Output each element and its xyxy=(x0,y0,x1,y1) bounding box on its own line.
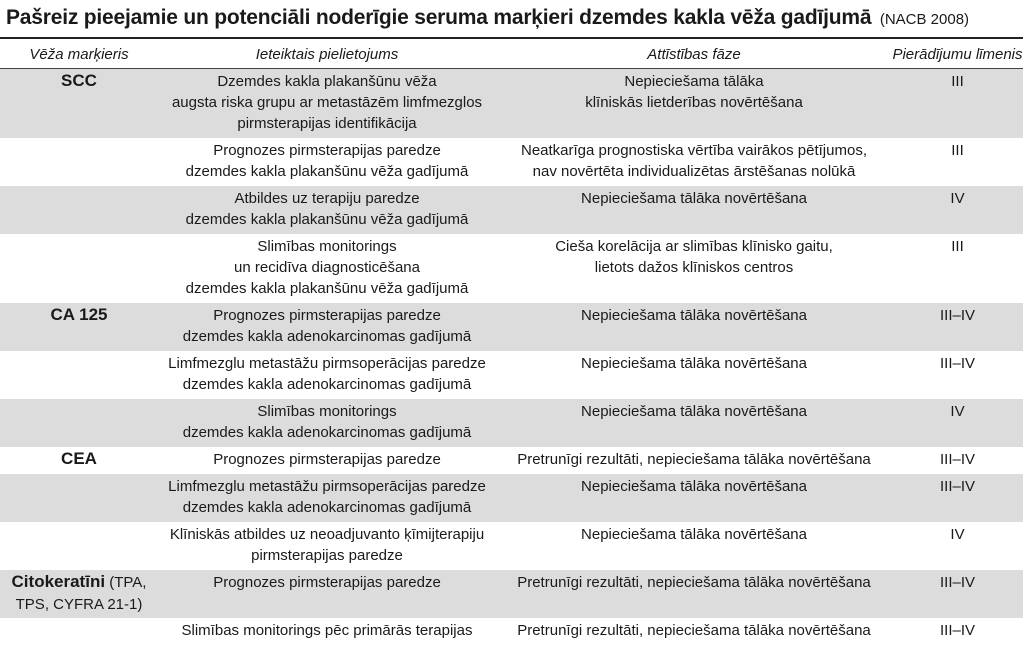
marker-cell xyxy=(0,618,158,645)
phase-cell: Nepieciešama tālāka novērtēšana xyxy=(496,186,892,234)
phase-cell: Nepieciešama tālāka novērtēšana xyxy=(496,303,892,351)
use-cell: Limfmezglu metastāžu pirmsoperācijas paredze dzemdes kakla adenokarcinomas gadījumā xyxy=(158,474,496,522)
marker-cell xyxy=(0,303,158,351)
phase-cell: Neatkarīga prognostiska vērtība vairākos pētījumos, nav novērtēta individualizētas ārstēšanas nolūkā xyxy=(520,141,867,180)
phase-cell: Nepieciešama tālāka klīniskās lietderības novērtēšana xyxy=(496,69,892,138)
header-marker: Vēža marķieris xyxy=(0,40,158,69)
table-row xyxy=(0,474,1023,522)
header-row xyxy=(0,40,1023,69)
marker-cell xyxy=(0,351,158,399)
top-rule xyxy=(0,37,1023,39)
header-phase: Attīstības fāze xyxy=(496,40,892,69)
table-row xyxy=(0,447,1023,474)
phase-cell: Nepieciešama tālāka novērtēšana xyxy=(581,354,807,372)
use-cell: Slimības monitorings pēc primārās terapijas xyxy=(181,621,473,639)
level-cell: III xyxy=(951,141,964,159)
level-cell: III–IV xyxy=(939,354,976,372)
marker-cell xyxy=(0,234,158,303)
table-row xyxy=(0,399,1023,447)
marker-cell xyxy=(0,522,158,570)
table-row xyxy=(0,351,1023,399)
table-row xyxy=(0,186,1023,234)
title-source: (NACB 2008) xyxy=(879,11,970,28)
table-row xyxy=(0,138,1023,186)
level-cell: IV xyxy=(892,186,1023,234)
level-cell: IV xyxy=(892,399,1023,447)
level-cell: III xyxy=(892,69,1023,138)
table-title xyxy=(6,6,1021,36)
markers-table xyxy=(0,40,1023,645)
table-row xyxy=(0,618,1023,645)
level-cell: III–IV xyxy=(892,570,1023,618)
header-level: Pierādījumu līmenis xyxy=(892,40,1023,69)
marker-cell xyxy=(0,474,158,522)
level-cell: III–IV xyxy=(892,303,1023,351)
table-row xyxy=(0,303,1023,351)
use-cell: Slimības monitorings dzemdes kakla adenokarcinomas gadījumā xyxy=(158,399,496,447)
table-row xyxy=(0,522,1023,570)
use-cell: Atbildes uz terapiju paredze dzemdes kakla plakanšūnu vēža gadījumā xyxy=(158,186,496,234)
use-cell: Prognozes pirmsterapijas paredze dzemdes kakla plakanšūnu vēža gadījumā xyxy=(185,141,469,180)
marker-name: CEA xyxy=(61,448,97,468)
use-cell: Prognozes pirmsterapijas paredze xyxy=(213,450,441,468)
phase-cell: Nepieciešama tālāka novērtēšana xyxy=(496,474,892,522)
marker-name: Citokeratīni xyxy=(11,571,106,591)
marker-cell xyxy=(0,447,158,474)
marker-cell xyxy=(0,570,158,618)
table-row xyxy=(0,69,1023,138)
phase-cell: Cieša korelācija ar slimības klīnisko gaitu, lietots dažos klīniskos centros xyxy=(555,237,833,276)
level-cell: III–IV xyxy=(892,474,1023,522)
marker-cell xyxy=(0,138,158,186)
use-cell: Prognozes pirmsterapijas paredze xyxy=(158,570,496,618)
phase-cell: Nepieciešama tālāka novērtēšana xyxy=(581,525,807,543)
level-cell: IV xyxy=(950,525,965,543)
level-cell: III–IV xyxy=(939,621,976,639)
marker-cell xyxy=(0,399,158,447)
use-cell: Slimības monitorings un recidīva diagnosticēšana dzemdes kakla plakanšūnu vēža gadījumā xyxy=(185,237,469,297)
phase-cell: Pretrunīgi rezultāti, nepieciešama tālāka novērtēšana xyxy=(517,450,871,468)
marker-detail: (TPA, TPS, CYFRA 21-1) xyxy=(15,573,147,613)
phase-cell: Pretrunīgi rezultāti, nepieciešama tālāka novērtēšana xyxy=(496,570,892,618)
table-row xyxy=(0,570,1023,618)
marker-cell xyxy=(0,186,158,234)
header-use: Ieteiktais pielietojums xyxy=(158,40,496,69)
level-cell: III–IV xyxy=(939,450,976,468)
use-cell: Prognozes pirmsterapijas paredze dzemdes kakla adenokarcinomas gadījumā xyxy=(158,303,496,351)
phase-cell: Nepieciešama tālāka novērtēšana xyxy=(496,399,892,447)
marker-name: SCC xyxy=(61,71,97,90)
use-cell: Dzemdes kakla plakanšūnu vēža augsta riska grupu ar metastāzēm limfmezglos pirmsterapijas identifikācija xyxy=(158,69,496,138)
marker-name: CA 125 xyxy=(50,304,108,324)
use-cell: Klīniskās atbildes uz neoadjuvanto ķīmijterapiju pirmsterapijas paredze xyxy=(169,525,485,564)
phase-cell: Pretrunīgi rezultāti, nepieciešama tālāka novērtēšana xyxy=(517,621,871,639)
level-cell: III xyxy=(951,237,964,255)
title-main: Pašreiz pieejamie un potenciāli noderīgie seruma marķieri dzemdes kakla vēža gadījumā xyxy=(6,6,872,29)
marker-cell xyxy=(0,69,158,138)
table-row xyxy=(0,234,1023,303)
use-cell: Limfmezglu metastāžu pirmsoperācijas paredze dzemdes kakla adenokarcinomas gadījumā xyxy=(168,354,486,393)
